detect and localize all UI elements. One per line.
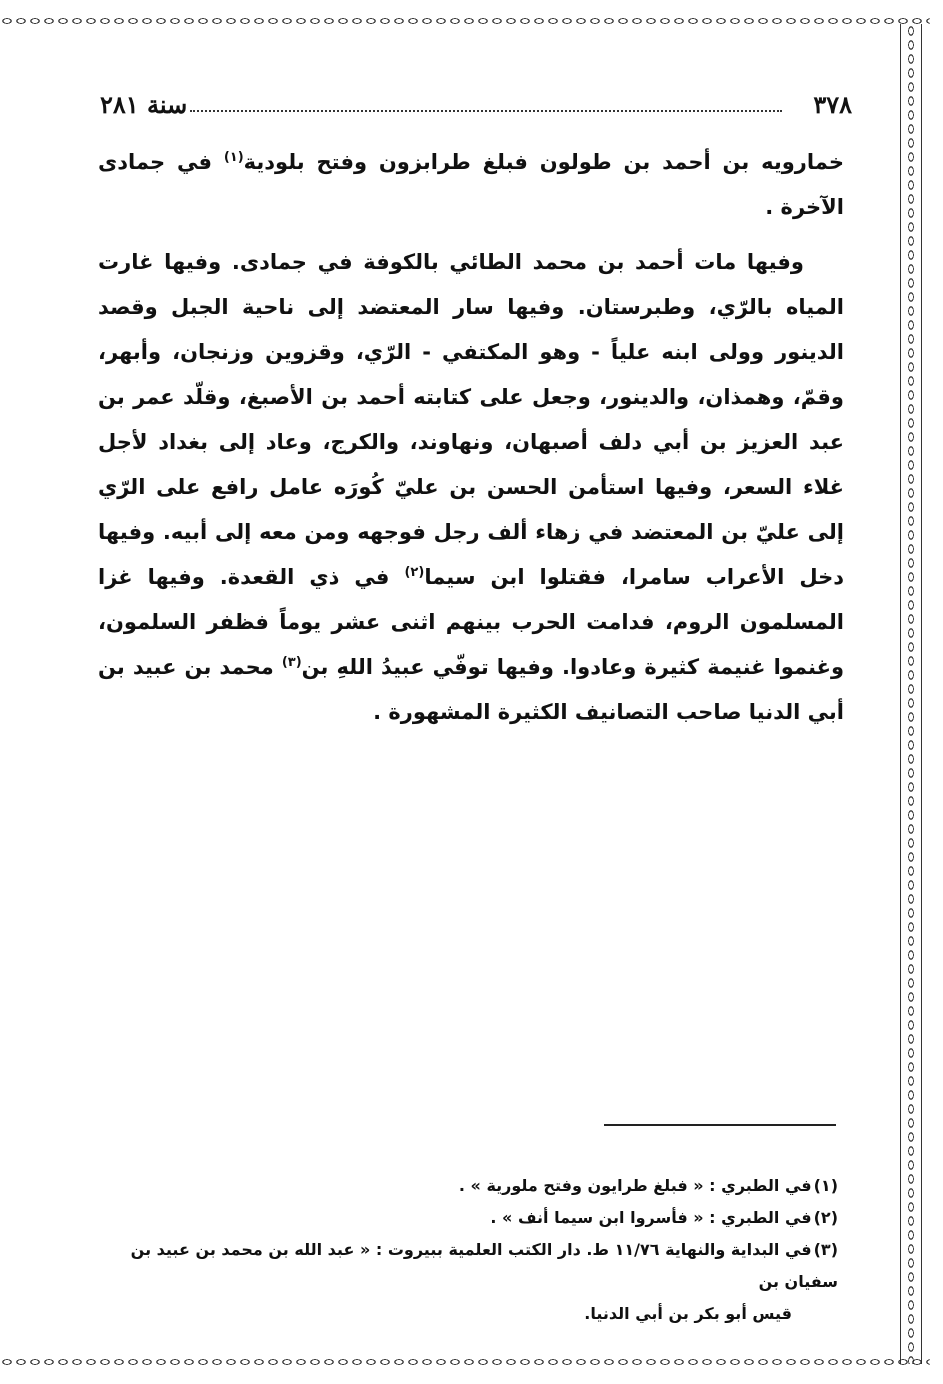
footnotes-section — [98, 1170, 838, 1330]
footnote-text: في الطبري : « فأسروا ابن سيما أنف » . — [490, 1208, 812, 1227]
footnote-number: (٣) — [813, 1240, 838, 1259]
bottom-ornamental-border — [0, 1355, 930, 1369]
footnote-2 — [98, 1202, 838, 1234]
page-number: ٣٧٨ — [813, 90, 852, 119]
footnote-1 — [98, 1170, 838, 1202]
footnote-ref-3[interactable]: (٣) — [281, 655, 302, 670]
footnote-ref-2[interactable]: (٢) — [404, 565, 425, 580]
footnote-number: (١) — [813, 1176, 838, 1195]
header-dotted-leader — [190, 110, 782, 112]
footnote-text: في الطبري : « فبلغ طرايون وفتح ملورية » . — [458, 1176, 812, 1195]
p2-text-b: في ذي القعدة. وفيها غزا المسلمون الروم، فدامت الحرب بينهم اثنى عشر يوماً فظفر السلمون، وغنموا غنيمة كثيرة وعادوا. وفيها توفّي عبيدُ اللهِ بن — [98, 565, 844, 679]
paragraph-1 — [98, 140, 844, 230]
footnote-text: في البداية والنهاية ١١/٧٦ ط. دار الكتب العلمية ببيروت : « عبد الله بن محمد بن عبيد بن سفيان بن — [130, 1240, 838, 1291]
footnote-continuation: قيس أبو بكر بن أبي الدنيا. — [584, 1304, 792, 1323]
footnote-3 — [98, 1234, 838, 1330]
right-border-outer-line — [921, 24, 922, 1364]
running-header — [100, 88, 852, 124]
p1-text-a: خمارويه بن أحمد بن طولون فبلغ طرابزون وفتح بلودية — [243, 150, 844, 174]
p1-text-b: في جمادى الآخرة . — [98, 150, 844, 219]
footnote-number: (٢) — [813, 1208, 838, 1227]
paragraph-2 — [98, 240, 844, 735]
footnote-separator — [604, 1124, 836, 1126]
p2-text-a: وفيها مات أحمد بن محمد الطائي بالكوفة في جمادى. وفيها غارت المياه بالرّي، وطبرستان. وفيها سار المعتضد إلى ناحية الجبل وقصد الدينور وولى ابنه علياً - وهو المكتفي - الرّي، وقزوين وزنجان، وأبهر، وقمّ، وهمذان، والدينور، وجعل على كتابته أحمد بن الأصبغ، وقلّد عمر بن عبد العزيز بن أبي دلف أصبهان، ونهاوند، والكرج، وعاد إلى بغداد لأجل غلاء السعر، وفيها استأمن الحسن بن عليّ كُورَه عامل رافع على الرّي إلى عليّ بن المعتضد في زهاء ألف رجل فوجهه ومن معه إلى أبيه. وفيها دخل الأعراب سامرا، فقتلوا ابن سيما — [98, 250, 844, 589]
right-border-inner-line — [900, 24, 901, 1364]
right-ornamental-border — [904, 24, 918, 1364]
main-text — [98, 140, 844, 735]
top-ornamental-border — [0, 14, 930, 28]
year-label: سنة ٢٨١ — [100, 90, 188, 119]
p2-text-c: محمد بن عبيد بن أبي الدنيا صاحب التصانيف الكثيرة المشهورة . — [98, 655, 844, 724]
footnote-ref-1[interactable]: (١) — [223, 150, 244, 165]
